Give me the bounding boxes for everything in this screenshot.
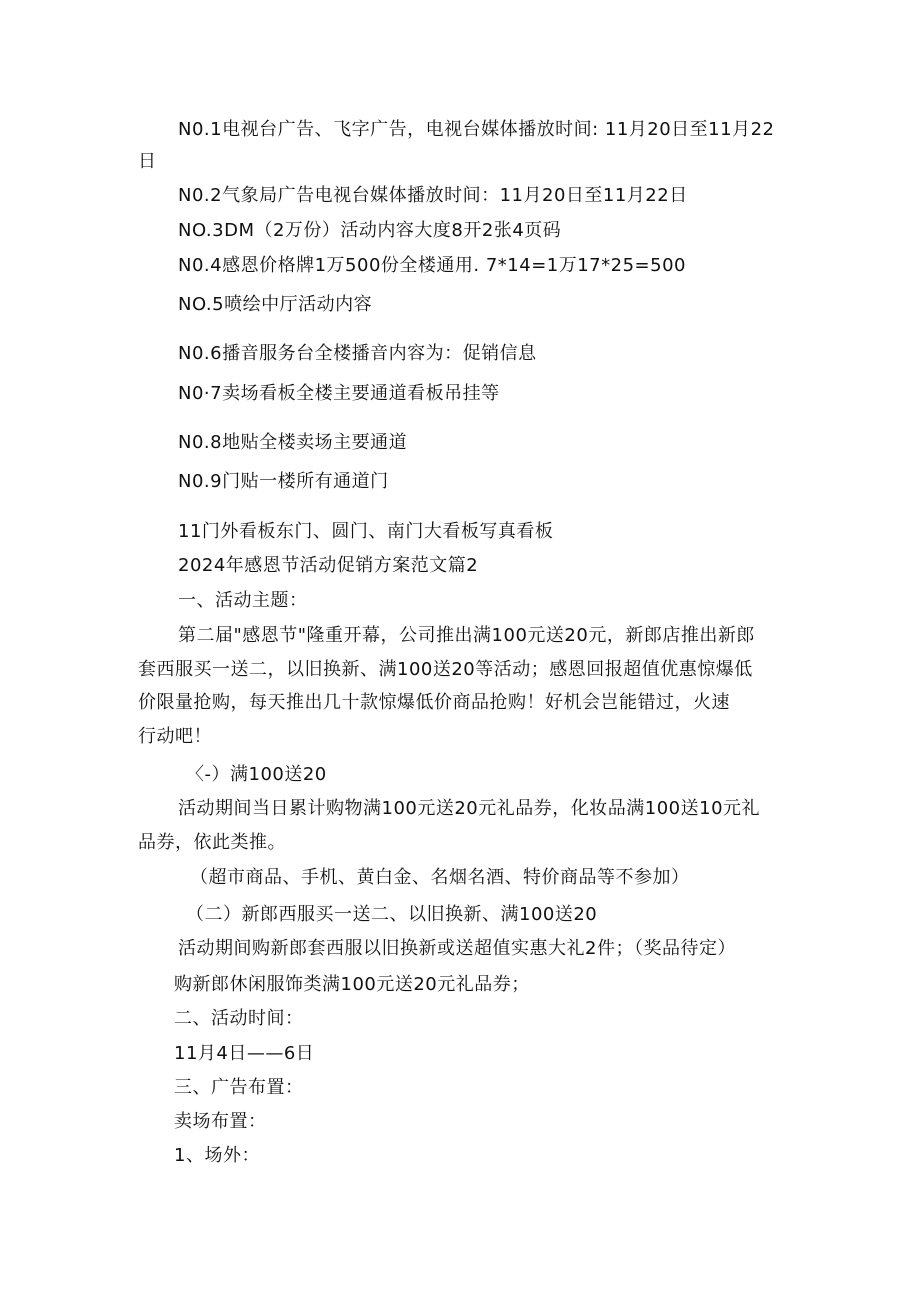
text-line: 11门外看板东门、圆门、南门大看板写真看板	[178, 521, 554, 542]
text-line: N0.6播音服务台全楼播音内容为：促销信息	[178, 343, 537, 364]
text-line: N0.8地贴全楼卖场主要通道	[178, 432, 408, 453]
text-line: N0.2气象局广告电视台媒体播放时间：11月20日至11月22日	[178, 185, 688, 206]
text-line: 价限量抢购，每天推出几十款惊爆低价商品抢购！好机会岂能错过，火速	[138, 692, 730, 713]
text-line: 1、场外：	[174, 1145, 260, 1166]
text-line: 活动期间当日累计购物满100元送20元礼品券，化妆品满100送10元礼	[178, 798, 761, 819]
text-line: N0·7卖场看板全楼主要通道看板吊挂等	[178, 383, 500, 404]
text-line: 品券，依此类推。	[138, 832, 286, 853]
text-line: （超市商品、手机、黄白金、名烟名酒、特价商品等不参加）	[190, 867, 690, 888]
text-line: 套西服买一送二，以旧换新、满100送20等活动；感恩回报超值优惠惊爆低	[138, 659, 753, 680]
text-line: 卖场布置：	[174, 1111, 267, 1132]
text-line: 〈-）满100送20	[186, 764, 327, 785]
text-line: 购新郎休闲服饰类满100元送20元礼品券；	[174, 974, 530, 995]
section-heading: 2024年感恩节活动促销方案范文篇2	[178, 555, 479, 576]
text-line: N0.9门贴一楼所有通道门	[178, 471, 389, 492]
text-line: 第二届"感恩节"隆重开幕，公司推出满100元送20元，新郎店推出新郎	[178, 625, 755, 646]
section-heading: 二、活动时间：	[174, 1008, 304, 1029]
text-line: 活动期间购新郎套西服以旧换新或送超值实惠大礼2件；（奖品待定）	[178, 938, 736, 959]
text-line: （二）新郎西服买一送二、以旧换新、满100送20	[186, 904, 598, 925]
text-line: 日	[138, 151, 157, 172]
text-line: 11月4日——6日	[174, 1043, 315, 1064]
text-line: NO.3DM（2万份）活动内容大度8开2张4页码	[178, 220, 562, 241]
text-line: 行动吧！	[138, 726, 212, 747]
text-line: N0.1电视台广告、飞字广告，电视台媒体播放时间: 11月20日至11月22	[178, 119, 775, 140]
text-line: N0.4感恩价格牌1万500份全楼通用. 7*14=1万17*25=500	[178, 255, 686, 276]
section-heading: 一、活动主题：	[178, 590, 308, 611]
section-heading: 三、广告布置：	[174, 1077, 304, 1098]
text-line: NO.5喷绘中厅活动内容	[178, 294, 373, 315]
